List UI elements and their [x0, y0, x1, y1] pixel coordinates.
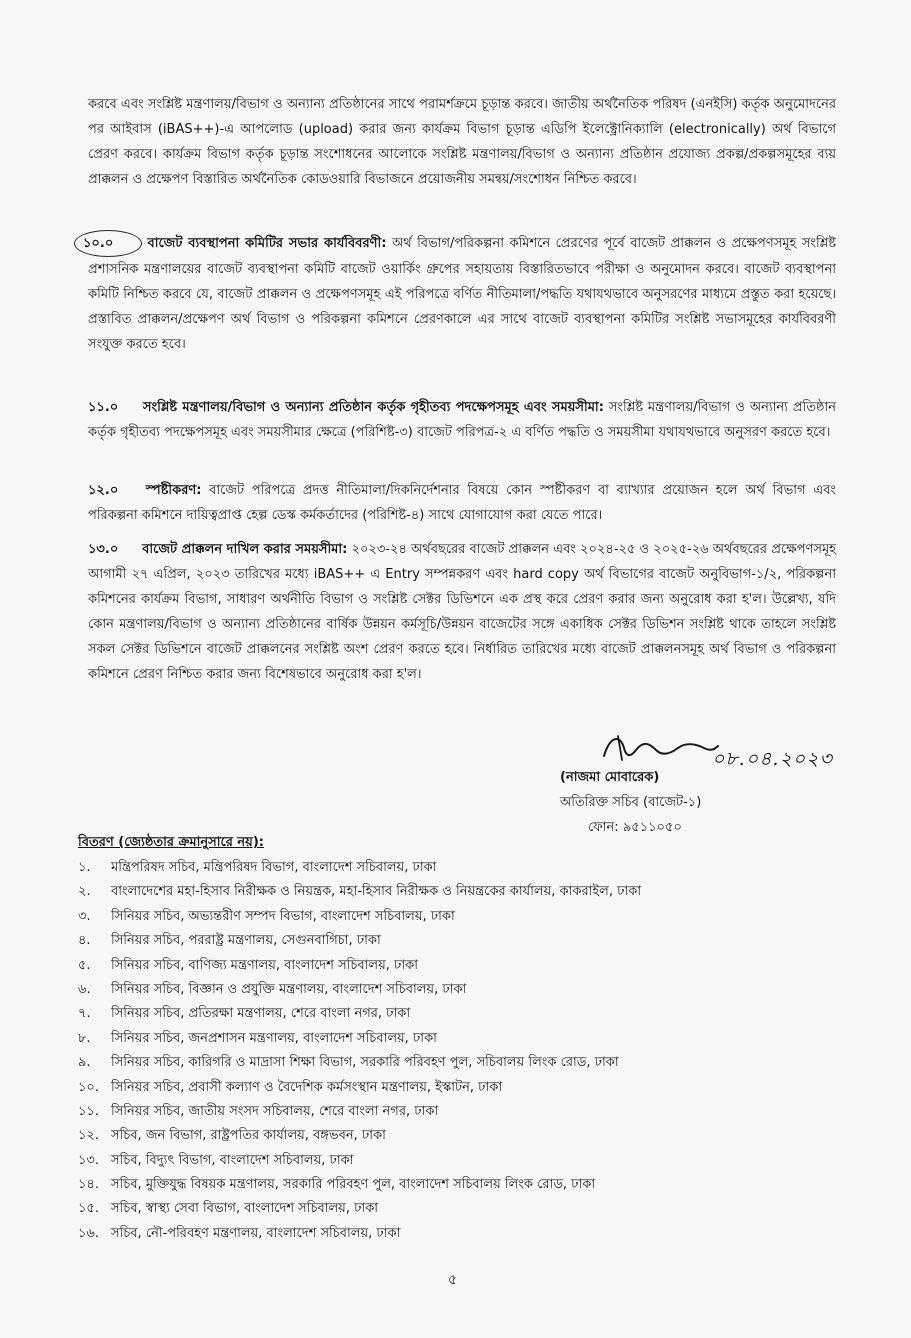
distribution-item-text: সিনিয়র সচিব, কারিগরি ও মাদ্রাসা শিক্ষা বিভাগ, সরকারি পরিবহণ পুল, সচিবালয় লিংক রোড, ঢাকা: [111, 1055, 619, 1071]
distribution-item-text: সিনিয়র সচিব, অভ্যন্তরীণ সম্পদ বিভাগ, বাংলাদেশ সচিবালয়, ঢাকা: [111, 908, 455, 924]
paragraph-text: বাজেট পরিপত্রে প্রদত্ত নীতিমালা/দিকনির্দেশনার বিষয়ে কোন স্পষ্টীকরণ বা ব্যাখ্যার প্রয়োজন হলে অর্থ বিভাগ এবং পরিকল্পনা কমিশনে দায়িত্বপ্রাপ্ত হেল্প ডেস্ক কর্মকর্তাদের (পরিশিষ্ট-৪) সাথে যোগাযোগ করা যেতে পারে।: [88, 483, 836, 523]
distribution-item-number: ১.: [78, 860, 91, 875]
paragraph-text: অর্থ বিভাগ/পরিকল্পনা কমিশনে প্রেরণের পূর্বে বাজেট প্রাক্কলন ও প্রক্ষেপণসমূহ সংশ্লিষ্ট প্রশাসনিক মন্ত্রণালয়ের বাজেট ব্যবস্থাপনা কমিটি বাজেট ওয়ার্কিং গ্রুপের সহায়তায় বিস্তারিতভাবে পরীক্ষা ও অনুমোদন করবে। বাজেট ব্যবস্থাপনা কমিটি নিশ্চিত করবে যে, বাজেট প্রাক্কলন ও প্রক্ষেপণসমূহ এই পরিপত্রে বর্ণিত নীতিমালা/পদ্ধতি যথাযথভাবে অনুসরণের মাধ্যমে প্রস্তুত করা হয়েছে। প্রস্তাবিত প্রাক্কলন/প্রক্ষেপণ অর্থ বিভাগ ও পরিকল্পনা কমিশনে প্রেরণকালে এর সাথে বাজেট ব্যবস্থাপনা কমিটির সংশ্লিষ্ট সভাসমূহের কার্যবিবরণী সংযুক্ত করতে হবে।: [88, 236, 836, 352]
distribution-item-number: ৫.: [78, 957, 91, 973]
distribution-item-number: ১৫.: [78, 1201, 100, 1217]
distribution-item: [78, 1004, 838, 1028]
distribution-item-text: সচিব, নৌ-পরিবহণ মন্ত্রণালয়, বাংলাদেশ সচিবালয়, ঢাকা: [111, 1225, 401, 1241]
distribution-item: [78, 1102, 838, 1126]
distribution-item: [78, 931, 838, 955]
distribution-item-number: ৪.: [78, 933, 91, 949]
paragraph-text: করবে এবং সংশ্লিষ্ট মন্ত্রণালয়/বিভাগ ও অন্যান্য প্রতিষ্ঠানের সাথে পরামর্শক্রমে চূড়ান্ত করবে। জাতীয় অর্থনৈতিক পরিষদ (এনইসি) কর্তৃক অনুমোদনের পর আইবাস (iBAS++)-এ আপলোড (upload) করার জন্য কার্যক্রম বিভাগ চূড়ান্ত এডিপি ইলেক্ট্রোনিক্যালি (electronically) অর্থ বিভাগে প্রেরণ করবে। কার্যক্রম বিভাগ কর্তৃক চূড়ান্ত সংশোধনের আলোকে সংশ্লিষ্ট মন্ত্রণালয়/বিভাগ ও অন্যান্য প্রতিষ্ঠান প্রযোজ্য প্রকল্প/প্রকল্পসমূহের ব্যয় প্রাক্কলন ও প্রক্ষেপণ বিস্তারিত অর্থনৈতিক কোডওয়ারি বিভাজনে প্রয়োজনীয় সমন্বয়/সংশোধন নিশ্চিত করবে।: [88, 97, 836, 187]
distribution-item-number: ১৩.: [78, 1152, 100, 1168]
distribution-item-text: সচিব, স্বাস্থ্য সেবা বিভাগ, বাংলাদেশ সচিবালয়, ঢাকা: [111, 1201, 379, 1217]
paragraph-text: ২০২৩-২৪ অর্থবছরের বাজেট প্রাক্কলন এবং ২০২৪-২৫ ও ২০২৫-২৬ অর্থবছরের প্রক্ষেপণসমূহ আগামী ২৭ এপ্রিল, ২০২৩ তারিখের মধ্যে iBAS++ এ Entry সম্পন্নকরণ এবং hard copy অর্থ বিভাগের বাজেট অনুবিভাগ-১/২, পরিকল্পনা কমিশনের কার্যক্রম বিভাগ, সাধারণ অর্থনীতি বিভাগ ও সংশ্লিষ্ট সেক্টর ডিভিশনে এক প্রস্থ করে প্রেরণ করার জন্য অনুরোধ করা হ'ল। উল্লেখ্য, যদি কোন মন্ত্রণালয়/বিভাগ ও অন্যান্য প্রতিষ্ঠানের বার্ষিক উন্নয়ন কর্মসূচি/উন্নয়ন বাজেটের সঙ্গে একাধিক সেক্টর ডিভিশন সংশ্লিষ্ট থাকে তাহলে সংশ্লিষ্ট সকল সেক্টর ডিভিশনে বাজেট প্রাক্কলনের সংশ্লিষ্ট অংশ প্রেরণ করতে হবে। নির্ধারিত তারিখের মধ্যে বাজেট প্রাক্কলনসমূহ অর্থ বিভাগ ও পরিকল্পনা কমিশনে প্রেরণ নিশ্চিত করার জন্য বিশেষভাবে অনুরোধ করা হ'ল।: [88, 542, 836, 682]
signature-date: ০৮.০৪.২০২৩: [712, 748, 833, 770]
distribution-item-number: ৮.: [78, 1030, 91, 1046]
distribution-item-text: মন্ত্রিপরিষদ সচিব, মন্ত্রিপরিষদ বিভাগ, বাংলাদেশ সচিবালয়, ঢাকা: [111, 860, 437, 875]
paragraph-12: [88, 478, 836, 528]
distribution-item: [78, 1029, 838, 1053]
signatory-title: অতিরিক্ত সচিব (বাজেট-১): [560, 795, 702, 810]
distribution-item: [78, 1175, 838, 1199]
distribution-item: [78, 980, 838, 1004]
paragraph-10: [83, 230, 836, 357]
distribution-item-text: সিনিয়র সচিব, প্রতিরক্ষা মন্ত্রণালয়, শেরে বাংলা নগর, ঢাকা: [111, 1006, 411, 1022]
page-number: ৫: [448, 1272, 458, 1288]
distribution-list: [78, 858, 838, 1248]
signatory-phone: ফোন: ৯৫১১০৫০: [588, 820, 682, 835]
distribution-item: [78, 956, 838, 980]
paragraph-11: [88, 395, 836, 445]
paragraph-heading: স্পষ্টীকরণ:: [145, 483, 202, 498]
distribution-item: [78, 882, 838, 906]
paragraph-9-continuation: [88, 92, 836, 192]
paragraph-heading: বাজেট ব্যবস্থাপনা কমিটির সভার কার্যবিবরণী:: [147, 236, 387, 251]
distribution-item-text: সিনিয়র সচিব, বিজ্ঞান ও প্রযুক্তি মন্ত্রণালয়, বাংলাদেশ সচিবালয়, ঢাকা: [111, 981, 467, 997]
distribution-item-number: ১৬.: [78, 1225, 100, 1241]
paragraph-number: ১১.০: [88, 400, 119, 415]
paragraph-13: [88, 537, 836, 687]
paragraph-number: ১২.০: [88, 483, 119, 498]
paragraph-text: সংশ্লিষ্ট মন্ত্রণালয়/বিভাগ ও অন্যান্য প্রতিষ্ঠান কর্তৃক গৃহীতব্য পদক্ষেপসমূহ এবং সময়সীমার ক্ষেত্রে (পরিশিষ্ট-৩) বাজেট পরিপত্র-২ এ বর্ণিত পদ্ধতি ও সময়সীমা যথাযথভাবে অনুসরণ করতে হবে।: [88, 400, 837, 440]
distribution-item: [78, 858, 838, 882]
paragraph-heading: বাজেট প্রাক্কলন দাখিল করার সময়সীমা:: [142, 542, 348, 557]
distribution-item-number: ৭.: [78, 1006, 91, 1022]
distribution-item-number: ১১.: [78, 1103, 100, 1119]
distribution-item: [78, 907, 838, 931]
distribution-heading: বিতরণ (জ্যেষ্ঠতার ক্রমানুসারে নয়):: [78, 835, 264, 850]
distribution-item-number: ৩.: [78, 908, 91, 924]
handwritten-signature: [600, 730, 720, 770]
distribution-item-text: সচিব, জন বিভাগ, রাষ্ট্রপতির কার্যালয়, বঙ্গভবন, ঢাকা: [111, 1128, 386, 1144]
distribution-item-number: ৬.: [78, 981, 91, 997]
distribution-item: [78, 1199, 838, 1223]
distribution-item-number: ২.: [78, 884, 91, 900]
distribution-item-text: সিনিয়র সচিব, বাণিজ্য মন্ত্রণালয়, বাংলাদেশ সচিবালয়, ঢাকা: [111, 957, 419, 973]
paragraph-heading: সংশ্লিষ্ট মন্ত্রণালয়/বিভাগ ও অন্যান্য প্রতিষ্ঠান কর্তৃক গৃহীতব্য পদক্ষেপসমূহ এবং সময়সীমা:: [142, 400, 604, 415]
distribution-item-number: ১০.: [78, 1079, 100, 1095]
paragraph-number: ১০.০: [74, 230, 142, 257]
distribution-item-text: সিনিয়র সচিব, পররাষ্ট্র মন্ত্রণালয়, সেগুনবাগিচা, ঢাকা: [111, 933, 381, 949]
distribution-item: [78, 1053, 838, 1077]
distribution-item: [78, 1078, 838, 1102]
distribution-item: [78, 1224, 838, 1248]
distribution-item-text: সচিব, মুক্তিযুদ্ধ বিষয়ক মন্ত্রণালয়, সরকারি পরিবহণ পুল, বাংলাদেশ সচিবালয় লিংক রোড, ঢাকা: [111, 1177, 596, 1193]
distribution-item: [78, 1126, 838, 1150]
paragraph-number: ১৩.০: [88, 542, 119, 557]
distribution-item-number: ১৪.: [78, 1177, 100, 1193]
distribution-item: [78, 1151, 838, 1175]
distribution-item-text: বাংলাদেশের মহা-হিসাব নিরীক্ষক ও নিয়ন্ত্রক, মহা-হিসাব নিরীক্ষক ও নিয়ন্ত্রকের কার্যালয়, কাকরাইল, ঢাকা: [111, 884, 642, 900]
distribution-item-text: সচিব, বিদ্যুৎ বিভাগ, বাংলাদেশ সচিবালয়, ঢাকা: [111, 1152, 354, 1168]
signatory-name: (নাজমা মোবারেক): [560, 770, 660, 785]
distribution-item-number: ১২.: [78, 1128, 100, 1144]
distribution-item-text: সিনিয়র সচিব, জনপ্রশাসন মন্ত্রণালয়, বাংলাদেশ সচিবালয়, ঢাকা: [111, 1030, 437, 1046]
distribution-item-text: সিনিয়র সচিব, প্রবাসী কল্যাণ ও বৈদেশিক কর্মসংস্থান মন্ত্রণালয়, ইস্কাটন, ঢাকা: [111, 1079, 503, 1095]
distribution-item-text: সিনিয়র সচিব, জাতীয় সংসদ সচিবালয়, শেরে বাংলা নগর, ঢাকা: [111, 1103, 439, 1119]
distribution-item-number: ৯.: [78, 1055, 91, 1071]
